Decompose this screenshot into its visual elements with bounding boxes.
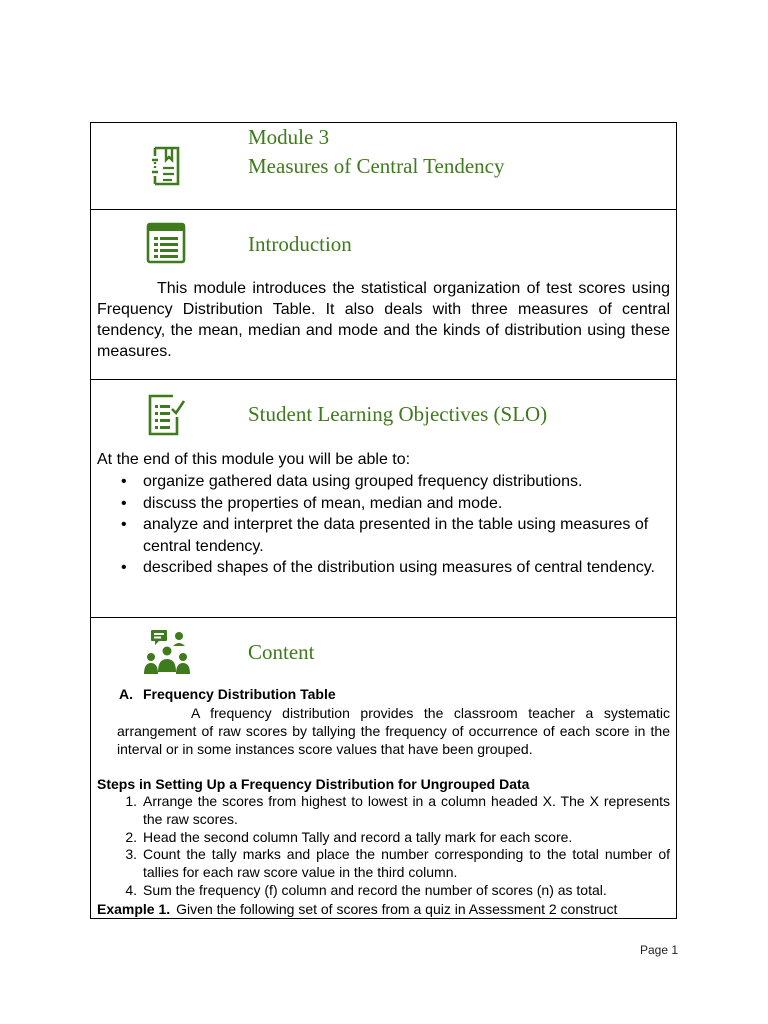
example-label: Example 1. xyxy=(97,901,171,917)
steps-list xyxy=(117,793,670,900)
list-item xyxy=(117,829,670,847)
content-heading: Content xyxy=(248,640,315,664)
list-item: • discuss the properties of mean, median and mode. xyxy=(119,493,668,515)
group-discussion-icon xyxy=(143,628,191,681)
module-title: Measures of Central Tendency xyxy=(248,154,505,178)
section-a-label: A. xyxy=(119,686,133,702)
steps-title: Steps in Setting Up a Frequency Distribution for Ungrouped Data xyxy=(97,776,530,792)
step-number: 1. xyxy=(125,793,137,809)
list-item xyxy=(117,846,670,882)
section-a-title: Frequency Distribution Table xyxy=(143,686,336,702)
section-a-body xyxy=(117,704,670,758)
step-number: 4. xyxy=(125,881,137,898)
slo-intro: At the end of this module you will be able to: xyxy=(97,451,411,468)
slo-list xyxy=(119,471,668,579)
checklist-icon xyxy=(147,393,187,442)
introduction-text: This module introduces the statistical organization of test scores using Frequency Distribution Table. It also deals with three measures of central tendency, the mean, median and mode and the kinds of distribution using these measures. xyxy=(97,280,670,360)
slo-section xyxy=(91,379,676,617)
module-frame xyxy=(90,122,677,919)
list-item xyxy=(117,882,670,900)
page-number: Page 1 xyxy=(640,943,679,957)
introduction-heading: Introduction xyxy=(248,232,352,256)
section-a-heading xyxy=(119,685,336,703)
section-a-text: A frequency distribution provides the classroom teacher a systematic arrangement of raw scores by tallying the frequency of occurrence of each score in the interval or in some instances score values that have been grouped. xyxy=(117,705,670,757)
list-item: • described shapes of the distribution using measures of central tendency. xyxy=(119,557,668,579)
slo-heading: Student Learning Objectives (SLO) xyxy=(248,402,548,426)
introduction-section xyxy=(91,209,676,379)
example-text: Given the following set of scores from a quiz in Assessment 2 construct xyxy=(176,901,618,917)
module-number: Module 3 xyxy=(248,125,330,149)
step-number: 2. xyxy=(125,828,137,845)
book-icon xyxy=(147,144,185,193)
content-section xyxy=(91,617,676,918)
step-text: Head the second column Tally and record a tally mark for each score. xyxy=(143,828,573,845)
step-text: Count the tally marks and place the number corresponding to the total number of tallies for each raw score value in the third column. xyxy=(143,846,670,881)
introduction-body xyxy=(97,278,670,362)
step-number: 3. xyxy=(125,846,137,863)
example-line xyxy=(97,900,670,918)
document-list-icon xyxy=(146,222,186,269)
list-item xyxy=(117,793,670,829)
list-item: • analyze and interpret the data presented in the table using measures of central tendency. xyxy=(119,514,668,557)
step-text: Arrange the scores from highest to lowest in a column headed X. The X represents the raw scores. xyxy=(143,793,670,827)
module-header-section xyxy=(91,123,676,209)
list-item: • organize gathered data using grouped frequency distributions. xyxy=(119,471,668,493)
step-text: Sum the frequency (f) column and record the number of scores (n) as total. xyxy=(143,881,607,898)
